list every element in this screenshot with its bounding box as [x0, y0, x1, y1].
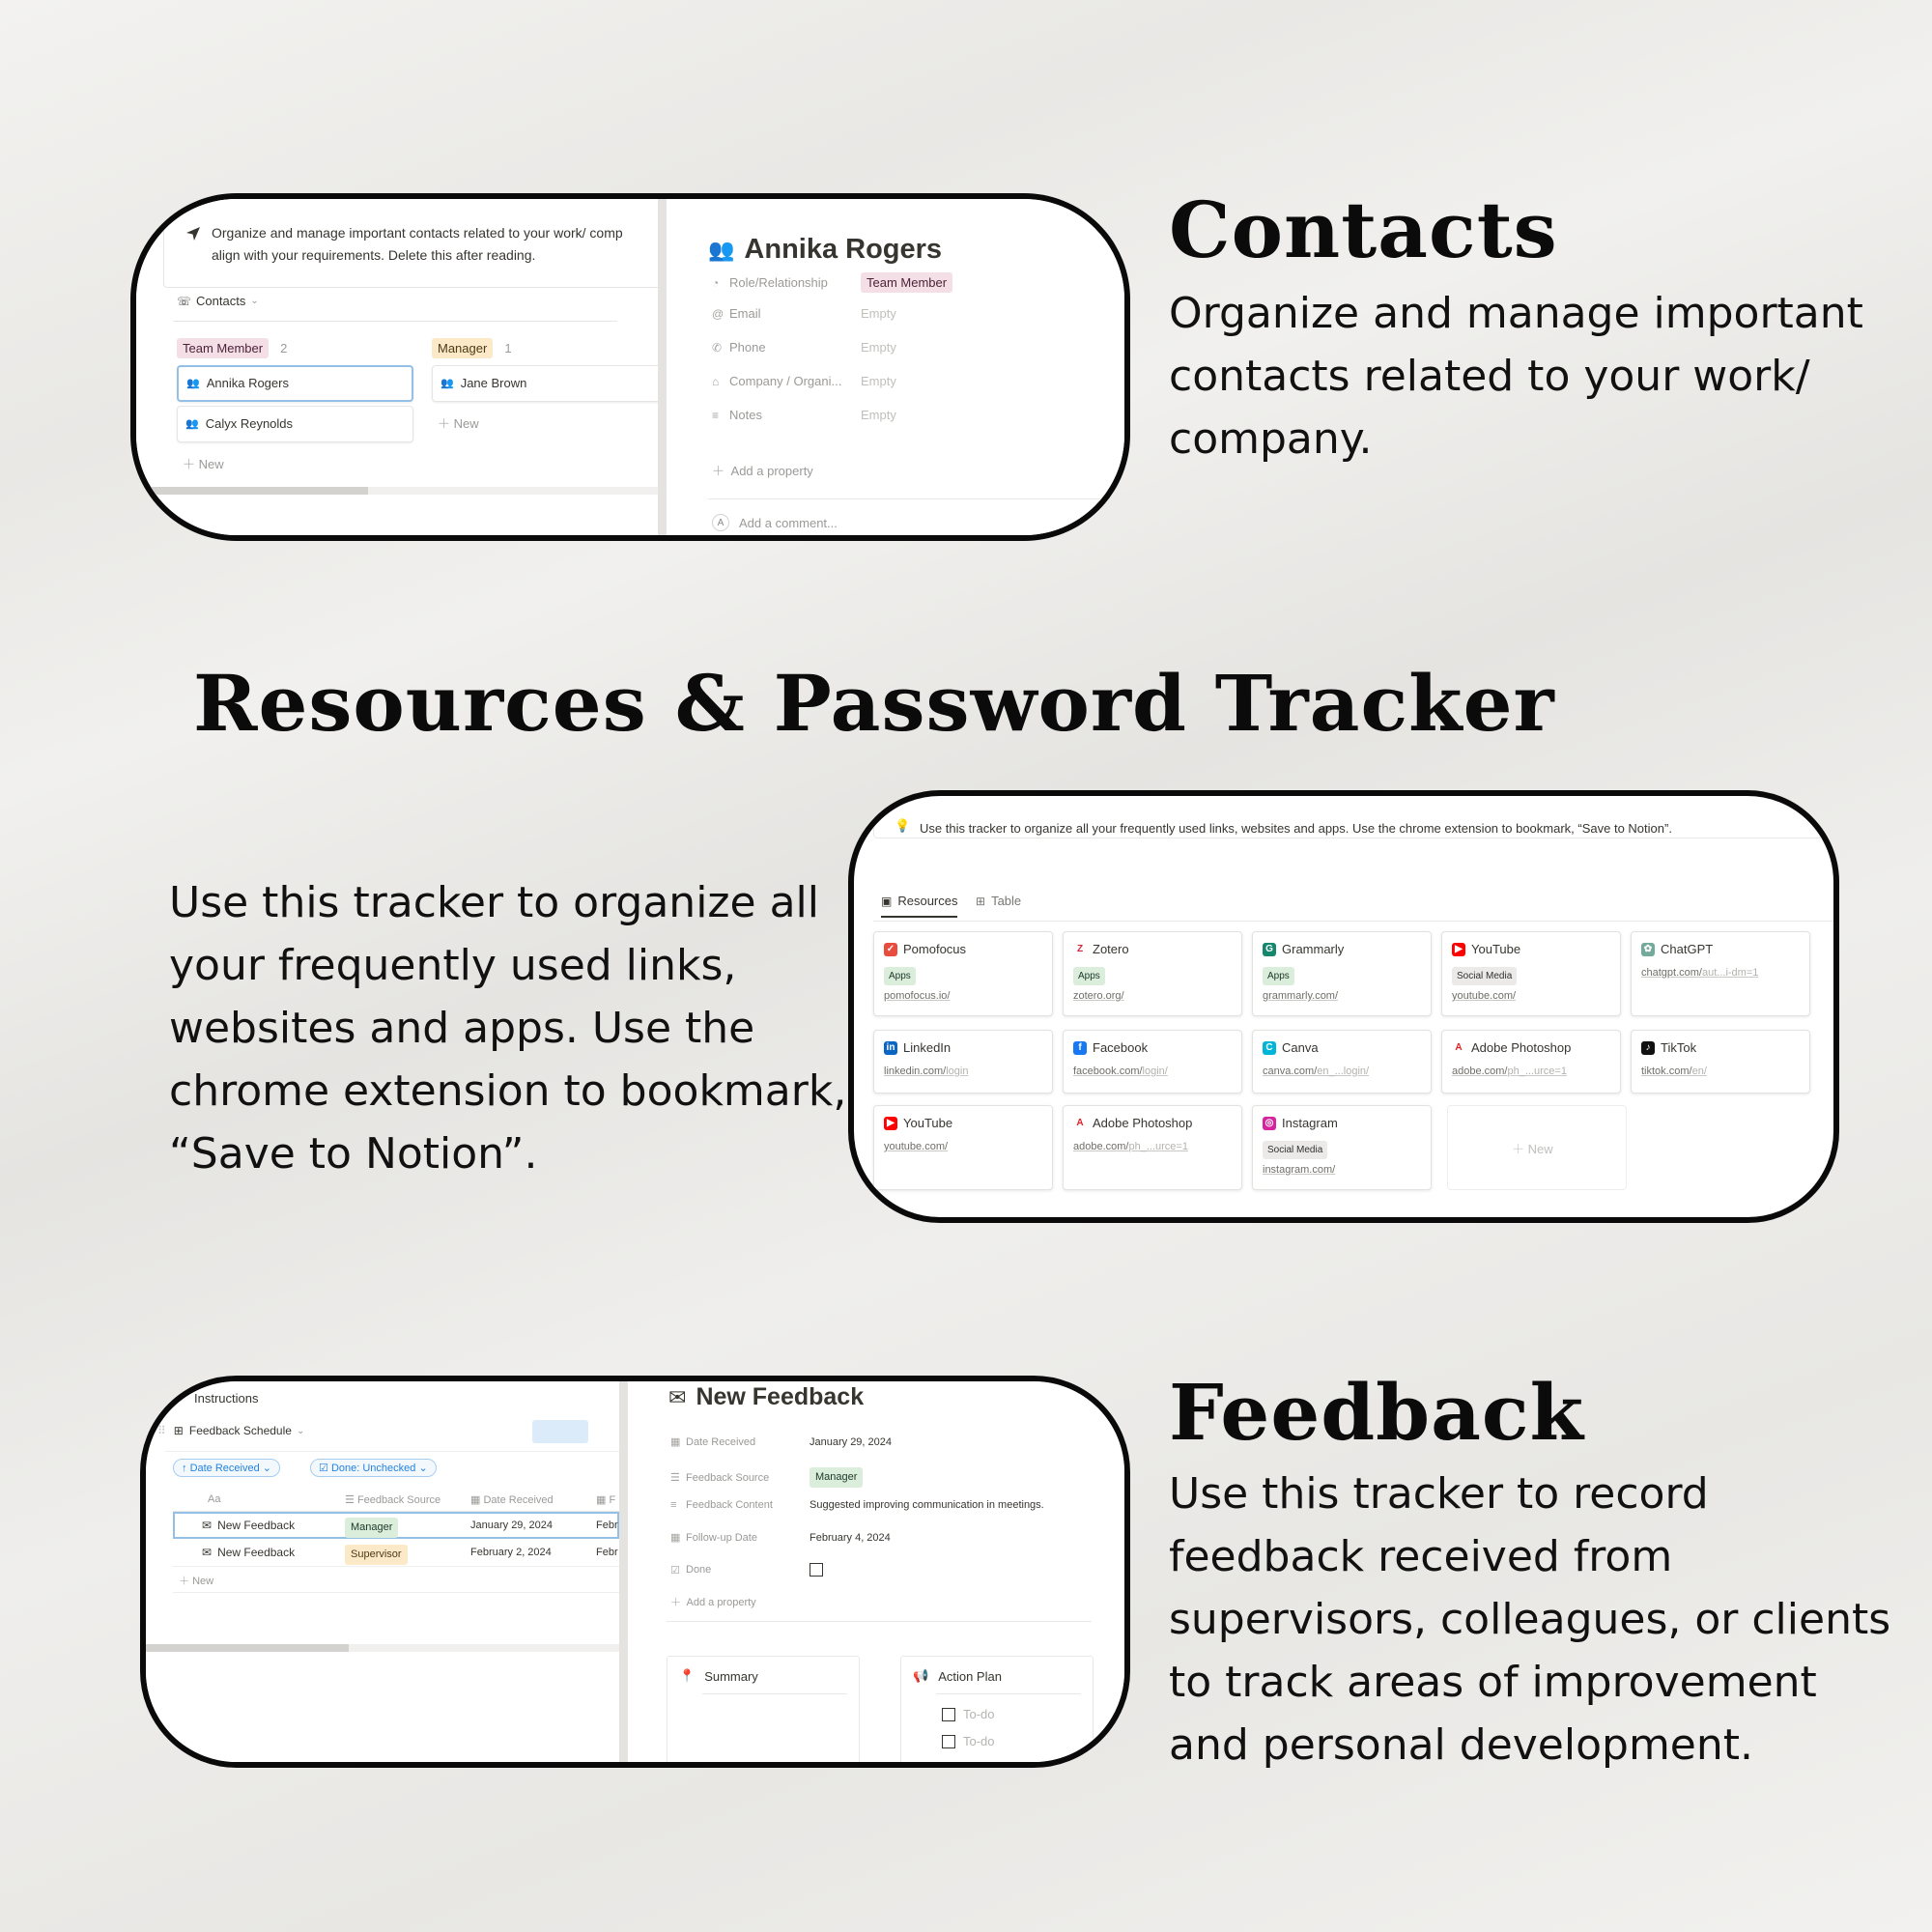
- resource-card[interactable]: [873, 931, 1053, 1016]
- property-label: Email: [729, 306, 761, 321]
- facebook-logo-icon: f: [1073, 1041, 1087, 1055]
- new-row-button[interactable]: ＋ New: [179, 1576, 214, 1587]
- resources-callout-text: Use this tracker to organize all your frequently used links, websites and apps. Use the chrome extension to bookmark, “Save to Notion”.: [920, 821, 1672, 836]
- property-value[interactable]: February 4, 2024: [810, 1531, 891, 1544]
- group-tag: Team Member: [177, 338, 269, 358]
- resource-name: Canva: [1282, 1040, 1319, 1055]
- divider: [165, 1451, 619, 1452]
- detail-title: 👥 Annika Rogers: [708, 234, 943, 265]
- feedback-table-pane: [146, 1381, 619, 1768]
- contact-name: Annika Rogers: [206, 376, 289, 390]
- group-tag: Manager: [432, 338, 493, 358]
- resource-url[interactable]: pomofocus.io/: [884, 990, 951, 1002]
- property-row[interactable]: [712, 272, 952, 293]
- plus-icon: ＋: [670, 1597, 681, 1608]
- add-property-button[interactable]: ＋ Add a property: [712, 464, 813, 478]
- calendar-icon: ▦: [670, 1436, 681, 1448]
- resource-url[interactable]: canva.com/en_...login/: [1263, 1065, 1370, 1077]
- property-row[interactable]: [670, 1499, 1044, 1511]
- checkbox[interactable]: [942, 1708, 955, 1721]
- status-icon: ◔: [712, 275, 720, 290]
- list-icon: ☰: [345, 1494, 355, 1506]
- property-row[interactable]: [670, 1435, 892, 1448]
- done-checkbox[interactable]: [810, 1563, 823, 1577]
- envelope-icon: ✉: [668, 1384, 687, 1409]
- property-label: Company / Organi...: [729, 374, 842, 388]
- pin-icon: 📍: [679, 1668, 696, 1683]
- calendar-icon: ▦: [596, 1494, 607, 1506]
- todo-item[interactable]: To-do: [942, 1707, 995, 1721]
- resource-card[interactable]: [873, 1105, 1053, 1190]
- resource-card[interactable]: [1252, 931, 1432, 1016]
- property-value[interactable]: Team Member: [861, 272, 952, 293]
- arrow-up-icon: ↑: [182, 1463, 187, 1474]
- resources-heading: Resources & Password Tracker: [193, 658, 1555, 749]
- resources-description: Use this tracker to organize all your frequently used links, websites and apps. Use the chrome extension to bookmark, “Save to Notion”.: [169, 878, 847, 1179]
- contact-card-annika[interactable]: [177, 365, 413, 402]
- resource-name: Grammarly: [1282, 942, 1345, 956]
- contacts-callout: [163, 193, 666, 288]
- horizontal-scrollbar[interactable]: [136, 487, 658, 495]
- feedback-detail-title: ✉ New Feedback: [668, 1383, 865, 1410]
- phone-icon: ✆: [712, 340, 723, 355]
- col-extra-header: ▦ F: [596, 1494, 616, 1506]
- contacts-board-pane: [136, 199, 658, 541]
- tiktok-logo-icon: ♪: [1641, 1041, 1655, 1055]
- property-row[interactable]: [712, 340, 896, 355]
- summary-label: Summary: [704, 1668, 758, 1684]
- resource-card[interactable]: [1441, 1030, 1621, 1094]
- group-header-team-member: [177, 338, 287, 358]
- new-resource-card[interactable]: ＋ New: [1447, 1105, 1627, 1190]
- instructions-toggle[interactable]: Instructions: [194, 1391, 259, 1406]
- at-icon: @: [712, 306, 724, 321]
- sort-chip[interactable]: ↑ Date Received ⌄: [173, 1459, 280, 1477]
- plus-icon: ＋: [1512, 1142, 1525, 1156]
- resource-card[interactable]: [873, 1030, 1053, 1094]
- people-icon: 👥: [186, 378, 200, 389]
- resource-tag: Apps: [1073, 967, 1105, 985]
- feedback-detail-pane: [628, 1381, 1130, 1768]
- contacts-screenshot: [130, 193, 1130, 541]
- pomofocus-logo-icon: ✓: [884, 943, 897, 956]
- property-row[interactable]: [670, 1531, 891, 1544]
- date-cell: February 2, 2024: [470, 1547, 552, 1558]
- resource-name: YouTube: [903, 1116, 953, 1130]
- todo-item[interactable]: To-do: [942, 1734, 995, 1748]
- table-icon: ⊞: [976, 894, 986, 908]
- resource-tag: Apps: [884, 967, 916, 985]
- resource-url[interactable]: facebook.com/login/: [1073, 1065, 1168, 1077]
- resource-name: Pomofocus: [903, 942, 967, 956]
- text-icon: ≡: [670, 1499, 677, 1511]
- add-property-button[interactable]: ＋ Add a property: [670, 1597, 756, 1608]
- resource-card[interactable]: [1631, 1030, 1810, 1094]
- resource-url[interactable]: instagram.com/: [1263, 1164, 1336, 1176]
- resource-name: Adobe Photoshop: [1093, 1116, 1193, 1130]
- resource-url[interactable]: grammarly.com/: [1263, 990, 1339, 1002]
- contacts-description: Organize and manage important contacts related to your work/ company.: [1169, 289, 1863, 464]
- resource-card[interactable]: [1063, 931, 1242, 1016]
- list-icon: ☰: [670, 1472, 680, 1484]
- youtube-logo-icon: ▶: [1452, 943, 1465, 956]
- group-count: 1: [504, 341, 512, 355]
- property-label: Done: [686, 1564, 712, 1576]
- chevron-down-icon: ⌄: [250, 296, 259, 306]
- property-label: Date Received: [686, 1435, 756, 1448]
- property-row[interactable]: [670, 1563, 823, 1577]
- col-source-header: ☰ Feedback Source: [345, 1494, 441, 1506]
- resource-name: Facebook: [1093, 1040, 1149, 1055]
- resource-url[interactable]: youtube.com/: [1452, 990, 1517, 1002]
- resource-url[interactable]: adobe.com/ph_...urce=1: [1073, 1141, 1188, 1152]
- group-count: 2: [280, 341, 288, 355]
- contact-card-jane[interactable]: [432, 365, 664, 402]
- pane-divider: [658, 199, 667, 541]
- plus-icon: ＋: [179, 1576, 189, 1587]
- resource-tag: Apps: [1263, 967, 1294, 985]
- resource-card[interactable]: [1063, 1030, 1242, 1094]
- youtube-logo-icon: ▶: [884, 1117, 897, 1130]
- property-row[interactable]: [712, 408, 896, 422]
- comment-row[interactable]: [712, 514, 838, 531]
- resource-name: TikTok: [1661, 1040, 1697, 1055]
- avatar: A: [712, 514, 729, 531]
- adobe-photoshop-logo-icon: A: [1073, 1117, 1087, 1130]
- checkbox-icon: ☑: [319, 1463, 328, 1474]
- property-label: Feedback Source: [686, 1471, 770, 1484]
- property-label: Follow-up Date: [686, 1531, 757, 1544]
- linkedin-logo-icon: in: [884, 1041, 897, 1055]
- resource-card[interactable]: [1631, 931, 1810, 1016]
- horizontal-scrollbar[interactable]: [146, 1644, 619, 1652]
- checkbox-icon: ☑: [670, 1564, 680, 1577]
- tab-resources[interactable]: ▣ Resources: [881, 894, 957, 918]
- extra-cell: Febr: [596, 1547, 618, 1558]
- resource-name: Instagram: [1282, 1116, 1338, 1130]
- summary-block: [667, 1656, 860, 1768]
- people-icon: 👥: [708, 237, 735, 262]
- table-row[interactable]: ✉ New Feedback Supervisor February 2, 2024 Febr: [173, 1540, 619, 1567]
- property-value[interactable]: Empty: [861, 374, 896, 388]
- calendar-icon: ▦: [670, 1532, 681, 1544]
- divider: [873, 921, 1839, 922]
- property-label: Phone: [729, 340, 766, 355]
- source-tag: Manager: [345, 1518, 398, 1538]
- resource-card[interactable]: [1441, 931, 1621, 1016]
- resource-url[interactable]: linkedin.com/login: [884, 1065, 969, 1077]
- divider: [667, 1621, 1092, 1622]
- lightbulb-icon: 💡: [895, 818, 911, 833]
- megaphone-icon: 📢: [913, 1668, 929, 1683]
- chatgpt-logo-icon: ✿: [1641, 943, 1655, 956]
- callout-text-2: align with your requirements. Delete this after reading.: [212, 247, 536, 263]
- property-value[interactable]: Empty: [861, 408, 896, 422]
- divider: [173, 1592, 619, 1593]
- contact-name: Calyx Reynolds: [205, 416, 294, 431]
- property-value[interactable]: Empty: [861, 340, 896, 355]
- plus-icon: ＋: [712, 464, 725, 478]
- chevron-down-icon: ⌄: [262, 1463, 271, 1474]
- new-card-button[interactable]: ＋ New: [438, 416, 479, 431]
- divider: [708, 498, 1130, 499]
- resource-card[interactable]: [1252, 1030, 1432, 1094]
- grammarly-logo-icon: G: [1263, 943, 1276, 956]
- property-label: Notes: [729, 408, 762, 422]
- resource-tag: Social Media: [1263, 1141, 1327, 1159]
- checkbox[interactable]: [942, 1735, 955, 1748]
- col-date-header: ▦ Date Received: [470, 1494, 554, 1506]
- resource-url[interactable]: youtube.com/: [884, 1141, 949, 1152]
- resource-name: Adobe Photoshop: [1471, 1040, 1572, 1055]
- instagram-logo-icon: ◎: [1263, 1117, 1276, 1130]
- property-value[interactable]: Empty: [861, 306, 896, 321]
- property-value[interactable]: Suggested improving communication in meetings.: [810, 1499, 1044, 1511]
- resource-name: LinkedIn: [903, 1040, 952, 1055]
- callout-text-1: Organize and manage important contacts related to your work/ comp: [212, 225, 623, 241]
- archive-icon: ▣: [881, 894, 893, 908]
- resource-name: ChatGPT: [1661, 942, 1714, 956]
- filter-chip[interactable]: ☑ Done: Unchecked ⌄: [310, 1459, 437, 1477]
- resource-card[interactable]: [1063, 1105, 1242, 1190]
- property-value[interactable]: Manager: [810, 1467, 863, 1488]
- contact-name: Jane Brown: [460, 376, 527, 390]
- resource-url[interactable]: adobe.com/ph_...urce=1: [1452, 1065, 1567, 1077]
- action-plan-block: [900, 1656, 1094, 1768]
- action-plan-label: Action Plan: [938, 1668, 1002, 1684]
- group-header-manager: [432, 338, 512, 358]
- envelope-icon: ✉: [202, 1519, 213, 1532]
- contacts-view-tab[interactable]: [177, 294, 259, 308]
- people-icon: 👥: [440, 378, 454, 389]
- feedback-description: Use this tracker to record feedback received from supervisors, colleagues, or clients to track areas of improvement and personal development.: [1169, 1469, 1891, 1770]
- tab-table[interactable]: ⊞ Table: [976, 894, 1022, 908]
- plus-icon: ＋: [438, 416, 451, 431]
- contacts-heading: Contacts: [1169, 185, 1558, 275]
- envelope-icon: ✉: [202, 1546, 213, 1559]
- property-row[interactable]: [712, 306, 896, 321]
- resources-screenshot: [848, 790, 1839, 1223]
- date-cell: January 29, 2024: [470, 1520, 554, 1531]
- zotero-logo-icon: Z: [1073, 943, 1087, 956]
- resource-url[interactable]: chatgpt.com/aut...i-dm=1: [1641, 967, 1759, 979]
- resource-card[interactable]: [1252, 1105, 1432, 1190]
- contact-card-calyx[interactable]: [177, 406, 413, 442]
- table-row[interactable]: ✉ New Feedback Manager January 29, 2024 Febr: [173, 1512, 619, 1539]
- feedback-screenshot: [140, 1376, 1130, 1768]
- property-value[interactable]: January 29, 2024: [810, 1435, 893, 1448]
- source-tag: Supervisor: [345, 1545, 408, 1565]
- resource-url[interactable]: tiktok.com/en/: [1641, 1065, 1707, 1077]
- feedback-heading: Feedback: [1169, 1367, 1585, 1458]
- comment-input[interactable]: Add a comment...: [739, 515, 838, 530]
- pane-divider: [619, 1381, 628, 1768]
- notes-icon: ≡: [712, 408, 720, 422]
- adobe-photoshop-logo-icon: A: [1452, 1041, 1465, 1055]
- new-button-faded[interactable]: [532, 1420, 588, 1443]
- contacts-view-label: Contacts: [196, 294, 246, 308]
- building-icon: ⌂: [712, 374, 720, 388]
- phone-icon: ☏: [177, 294, 192, 308]
- property-row[interactable]: [670, 1467, 863, 1488]
- contact-detail-pane: [667, 199, 1130, 541]
- plus-icon: ＋: [183, 457, 196, 471]
- resource-name: YouTube: [1471, 942, 1521, 956]
- canva-logo-icon: C: [1263, 1041, 1276, 1055]
- resource-name: Zotero: [1093, 942, 1129, 956]
- property-label: Role/Relationship: [729, 275, 828, 290]
- property-row[interactable]: [712, 374, 896, 388]
- chevron-down-icon: ⌄: [418, 1463, 428, 1474]
- resource-url[interactable]: zotero.org/: [1073, 990, 1124, 1002]
- col-name-header: Aa: [208, 1493, 221, 1505]
- divider: [173, 321, 617, 322]
- property-label: Feedback Content: [686, 1499, 773, 1511]
- drag-handle-icon[interactable]: ⠿: [157, 1424, 166, 1437]
- feedback-view-tab[interactable]: ⠿ ⊞ Feedback Schedule ⌄: [157, 1424, 305, 1437]
- extra-cell: Febr: [596, 1520, 618, 1531]
- calendar-icon: ▦: [470, 1494, 481, 1506]
- people-icon: 👥: [185, 418, 199, 430]
- location-arrow-icon: [185, 225, 202, 242]
- chevron-down-icon: ⌄: [296, 1425, 305, 1436]
- table-icon: ⊞: [173, 1424, 184, 1437]
- resource-tag: Social Media: [1452, 967, 1517, 985]
- new-card-button[interactable]: ＋ New: [183, 457, 224, 471]
